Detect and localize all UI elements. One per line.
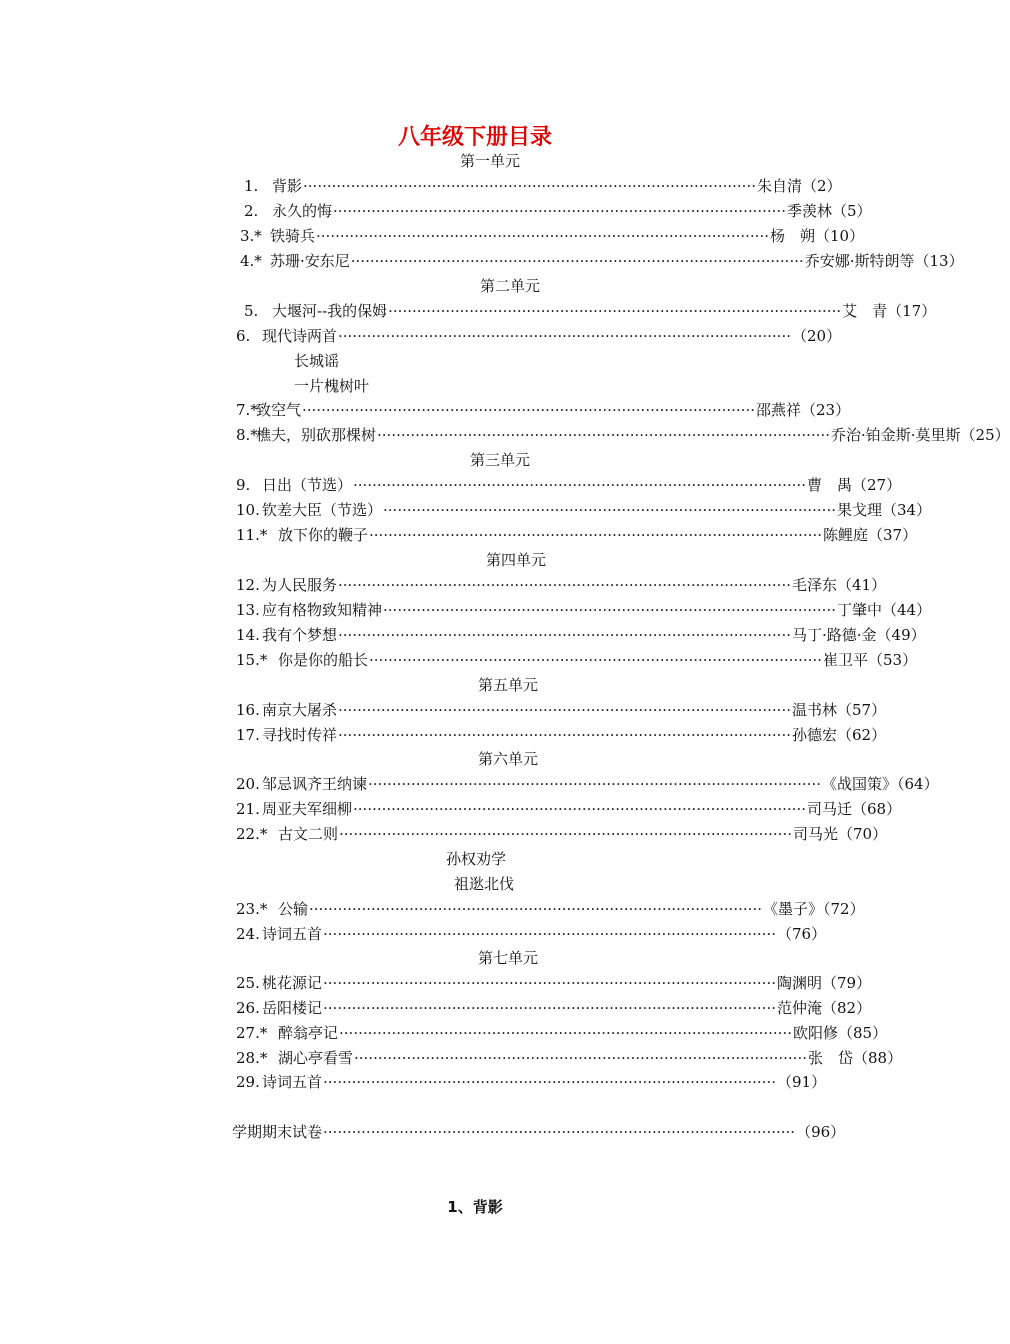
- section-heading: 1、背影: [447, 1198, 503, 1216]
- unit-heading: 第七单元: [477, 949, 538, 967]
- unit-heading: 第四单元: [485, 551, 546, 569]
- toc-entry: 25. 桃花源记 ······························································································· 陶渊明（79）: [236, 974, 872, 992]
- toc-entry: 23.* 公输 ······························································································· 《墨子》（72）: [236, 900, 865, 918]
- toc-entry: 16. 南京大屠杀 ······························································································· 温书林（57）: [236, 701, 887, 719]
- unit-heading: 第二单元: [479, 277, 540, 295]
- toc-entry: 17. 寻找时传祥 ······························································································· 孙德宏（62）: [236, 726, 887, 744]
- toc-entry: 6. 现代诗两首 ······························································································· （20）: [236, 327, 842, 345]
- toc-entry: 4.* 苏珊·安东尼 ······························································································· 乔安娜·斯特朗等（13）: [240, 252, 964, 270]
- page-title: 八年级下册目录: [397, 125, 552, 150]
- toc-entry: 10. 钦差大臣（节选） ······························································································· 果戈理（34）: [236, 501, 932, 519]
- toc-entry: 29. 诗词五首 ······························································································· （91）: [236, 1073, 827, 1091]
- toc-entry: 2. 永久的悔 ······························································································· 季羡林（5）: [244, 202, 872, 220]
- sub-item: 长城谣: [294, 352, 340, 370]
- toc-entry: 7.* 致空气 ······························································································· 邵燕祥（23）: [236, 401, 851, 419]
- unit-heading: 第五单元: [477, 676, 538, 694]
- toc-entry: 3.* 铁骑兵 ······························································································· 杨 朔（10）: [240, 227, 865, 245]
- toc-entry: 26. 岳阳楼记 ······························································································· 范仲淹（82）: [236, 999, 872, 1017]
- unit-heading: 第三单元: [469, 451, 530, 469]
- toc-entry: 14. 我有个梦想 ······························································································· 马丁·路德·金（49）: [236, 626, 926, 644]
- toc-entry: 15.* 你是你的船长 ······························································································· 崔卫平（53）: [236, 651, 918, 669]
- toc-entry: 24. 诗词五首 ······························································································· （76）: [236, 925, 827, 943]
- sub-item: 祖逖北伐: [454, 875, 515, 893]
- toc-entry: 27.* 醉翁亭记 ······························································································· 欧阳修（85）: [236, 1024, 888, 1042]
- toc-entry-exam: 学期期末试卷 ··································································································· （96）: [232, 1123, 846, 1141]
- toc-entry: 28.* 湖心亭看雪 ······························································································· 张 岱（88）: [236, 1049, 903, 1067]
- toc-entry: 22.* 古文二则 ······························································································· 司马光（70）: [236, 825, 888, 843]
- unit-heading: 第六单元: [477, 750, 538, 768]
- unit-heading: 第一单元: [459, 152, 520, 170]
- sub-item: 一片槐树叶: [294, 377, 370, 395]
- toc-entry: 1. 背影 ······························································································· 朱自清（2）: [244, 177, 842, 195]
- toc-entry: 13. 应有格物致知精神 ······························································································· 丁肇中（44）: [236, 601, 932, 619]
- toc-entry: 21. 周亚夫军细柳 ······························································································· 司马迁（68）: [236, 800, 902, 818]
- toc-entry: 20. 邹忌讽齐王纳谏 ······························································································· 《战国策》（64）: [236, 775, 939, 793]
- toc-entry: 11.* 放下你的鞭子 ······························································································· 陈鲤庭（37）: [236, 526, 918, 544]
- toc-entry: 8.* 樵夫，别砍那棵树 ······························································································· 乔治·铂金斯·莫里斯（25）: [236, 426, 1010, 444]
- toc-entry: 12. 为人民服务 ······························································································· 毛泽东（41）: [236, 576, 887, 594]
- toc-entry: 9. 日出（节选） ······························································································· 曹 禺（27）: [236, 476, 902, 494]
- toc-entry: 5. 大堰河--我的保姆 ······························································································· 艾 青（17）: [244, 302, 937, 320]
- sub-item: 孙权劝学: [446, 850, 507, 868]
